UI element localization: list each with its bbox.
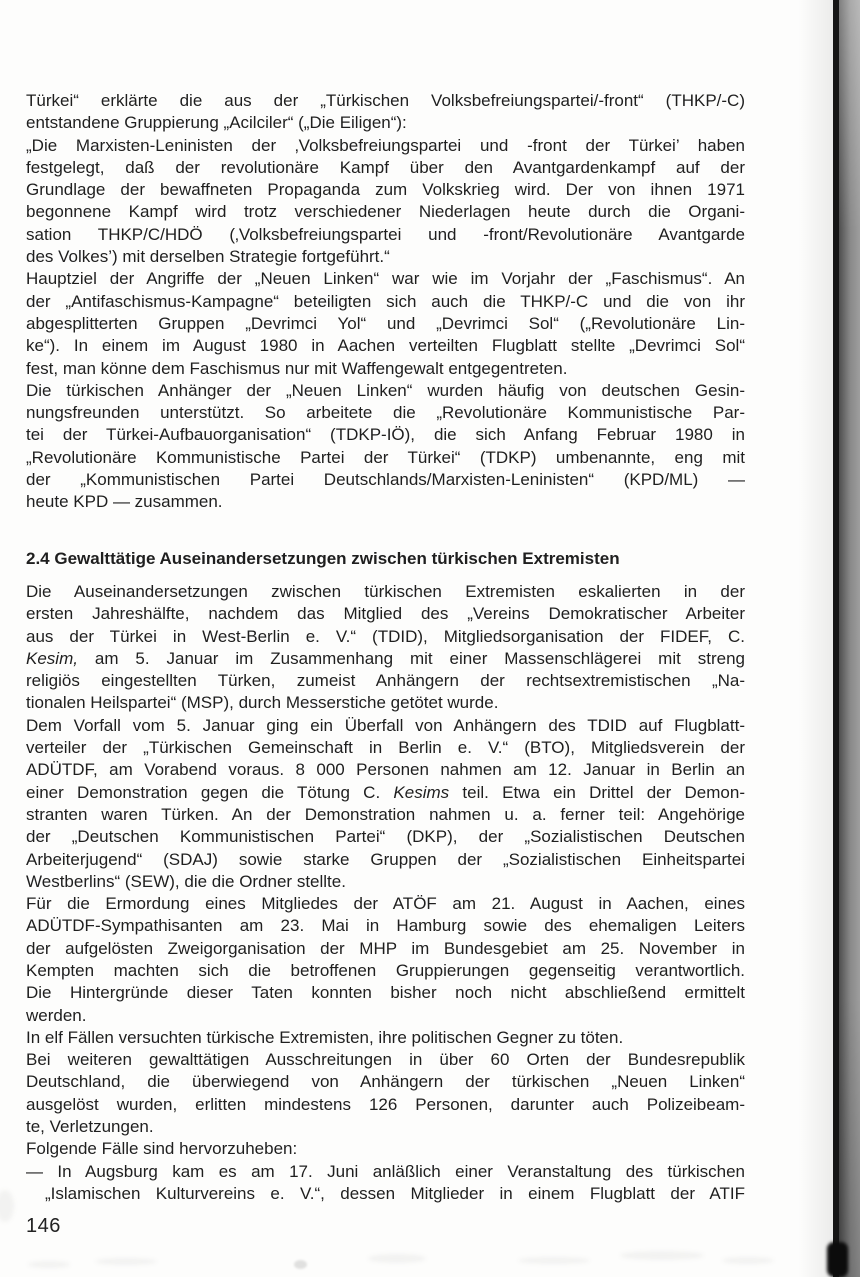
- text-segment: Türkei“ erklärte die aus der „Türkischen Volksbefreiungspartei/-front“ (THKP/-C): [26, 91, 745, 110]
- text-line: [26, 759, 745, 781]
- text-segment: Die Auseinandersetzungen zwischen türkischen Extremisten eskalierten in der: [26, 581, 745, 601]
- text-line: [26, 715, 745, 737]
- text-line: [26, 670, 745, 692]
- text-line: [26, 402, 745, 424]
- text-line: [26, 358, 745, 380]
- text-line: [26, 135, 745, 157]
- text-segment: der „Kommunistischen Partei Deutschlands/Marxisten-Leninisten“ (KPD/ML) —: [26, 470, 745, 490]
- text-segment: Die Hintergründe dieser Taten konnten bisher noch nicht abschließend ermittelt: [26, 983, 745, 1003]
- text-segment: Folgende Fälle sind hervorzuheben:: [26, 1139, 298, 1159]
- text-line: [26, 915, 745, 937]
- text-line: [26, 826, 745, 848]
- text-line: [26, 179, 745, 201]
- text-segment: Hauptziel der Angriffe der „Neuen Linken“ war wie im Vorjahr der „Faschismus“. An: [26, 269, 745, 289]
- text-line: [26, 1094, 745, 1116]
- text-line: [26, 246, 745, 268]
- text-line: [26, 447, 745, 469]
- italic-text: Kesims: [393, 782, 450, 802]
- para-demonstration-berlin: [26, 715, 745, 893]
- text-line: [26, 893, 745, 915]
- text-line: [26, 313, 745, 335]
- text-line: [26, 1005, 745, 1027]
- para-folgende-faelle: [26, 1138, 745, 1160]
- text-line: [26, 1049, 745, 1071]
- text-line: [26, 603, 745, 625]
- text-line: [26, 849, 745, 871]
- text-segment: Für die Ermordung eines Mitgliedes der ATÖF am 21. August in Aachen, eines: [26, 894, 745, 914]
- text-segment: Dem Vorfall vom 5. Januar ging ein Überfall von Anhängern des TDID auf Flugblatt-: [26, 715, 745, 735]
- text-line: [26, 112, 745, 134]
- text-segment: der „Deutschen Kommunistischen Partei“ (DKP), der „Sozialistischen Deutschen: [26, 827, 745, 847]
- italic-text: Kesim,: [26, 648, 78, 668]
- text-segment: begonnene Kampf wird trotz verschiedener Niederlagen heute durch die Organi-: [26, 202, 745, 222]
- text-segment: entstandene Gruppierung „Acilciler“ („Die Eiligen“):: [26, 113, 407, 133]
- text-segment: sation THKP/C/HDÖ (‚Volksbefreiungspartei und -front/Revolutionäre Avantgarde: [26, 224, 745, 244]
- text-segment: tei der Türkei-Aufbauorganisation“ (TDKP-IÖ), die sich Anfang Februar 1980 in: [26, 425, 745, 445]
- text-line: [26, 335, 745, 357]
- para-ausschreitungen: [26, 1049, 745, 1138]
- binding-shadow: [798, 0, 833, 1277]
- text-segment: festgelegt, daß der revolutionäre Kampf über den Avantgardenkampf auf der: [26, 157, 745, 177]
- text-line: [26, 782, 745, 804]
- text-segment: „Revolutionäre Kommunistische Partei der Türkei“ (TDKP) umbenannte, eng mit: [26, 447, 745, 467]
- text-line: [26, 1071, 745, 1093]
- text-segment: aus der Türkei in West-Berlin e. V.“ (TDID), Mitgliedsorganisation der FIDEF, C.: [26, 626, 745, 646]
- text-segment: der „Antifaschismus-Kampagne“ beteiligten sich auch die THKP/-C und die von ihr: [26, 291, 745, 311]
- para-kesim-toetung: [26, 581, 745, 715]
- text-segment: ersten Jahreshälfte, nachdem das Mitglied des „Vereins Demokratischer Arbeiter: [26, 604, 745, 624]
- text-segment: werden.: [26, 1005, 87, 1025]
- text-line: [26, 1116, 745, 1138]
- text-segment: „Die Marxisten-Leninisten der ‚Volksbefreiungspartei und -front der Türkei’ haben: [26, 135, 745, 155]
- scan-smudge: [620, 1251, 704, 1260]
- text-segment: einer Demonstration gegen die Tötung C.: [26, 782, 394, 802]
- text-line: [26, 804, 745, 826]
- text-line: [26, 157, 745, 179]
- text-line: [26, 469, 745, 491]
- text-segment: Die türkischen Anhänger der „Neuen Linken“ wurden häufig von deutschen Gesin-: [26, 380, 745, 400]
- page-text: [26, 90, 745, 1205]
- text-line: [26, 548, 745, 570]
- text-segment: teil. Etwa ein Drittel der Demon-: [449, 782, 745, 802]
- scan-smudge: [722, 1257, 774, 1264]
- para-ermordungen: [26, 893, 745, 1027]
- text-segment: abgesplitterten Gruppen „Devrimci Yol“ und „Devrimci Sol“ („Revolutionäre Lin-: [26, 313, 745, 333]
- text-line: [26, 737, 745, 759]
- text-line: [26, 424, 745, 446]
- scan-smudge: [0, 1190, 14, 1222]
- text-segment: Bei weiteren gewalttätigen Ausschreitungen in über 60 Orten der Bundesrepublik: [26, 1050, 745, 1070]
- text-line: [26, 581, 745, 603]
- text-segment: „Islamischen Kulturvereins e. V.“, dessen Mitglieder in einem Flugblatt der ATIF: [45, 1183, 745, 1203]
- text-line: [26, 380, 745, 402]
- scan-smudge: [28, 1261, 70, 1268]
- text-line: [26, 871, 745, 893]
- text-segment: Westberlins“ (SEW), die die Ordner stellte.: [26, 871, 346, 891]
- text-line: [26, 1138, 745, 1160]
- text-line: [26, 268, 745, 290]
- gutter-ink-blob: [827, 1242, 848, 1277]
- para-elf-faelle: [26, 1027, 745, 1049]
- text-line: [26, 1183, 745, 1205]
- text-line: [26, 1161, 745, 1183]
- scan-smudge: [518, 1257, 590, 1264]
- text-segment: nungsfreunden unterstützt. So arbeitete die „Revolutionäre Kommunistische Par-: [26, 403, 745, 423]
- text-segment: verteiler der „Türkischen Gemeinschaft in Berlin e. V.“ (BTO), Mitgliedsverein der: [26, 738, 745, 758]
- text-segment: te, Verletzungen.: [26, 1117, 154, 1137]
- para-antifaschismus: [26, 268, 745, 379]
- text-line: [26, 938, 745, 960]
- text-segment: heute KPD — zusammen.: [26, 492, 223, 512]
- text-line: [26, 291, 745, 313]
- para-gesinnungsfreunde: [26, 380, 745, 514]
- text-line: [26, 201, 745, 223]
- text-segment: des Volkes’) mit derselben Strategie fortgeführt.“: [26, 247, 390, 267]
- text-segment: fest, man könne dem Faschismus nur mit Waffengewalt entgegentreten.: [26, 358, 568, 378]
- text-segment: — In Augsburg kam es am 17. Juni anläßlich einer Veranstaltung des türkischen: [26, 1161, 745, 1181]
- text-segment: ADÜTDF-Sympathisanten am 23. Mai in Hamburg sowie des ehemaligen Leiters: [26, 916, 745, 936]
- page-number: 146: [26, 1215, 61, 1237]
- text-segment: In elf Fällen versuchten türkische Extremisten, ihre politischen Gegner zu töten.: [26, 1027, 624, 1047]
- text-line: [26, 626, 745, 648]
- text-segment: Deutschland, die überwiegend von Anhängern der türkischen „Neuen Linken“: [26, 1072, 745, 1092]
- book-gutter: [839, 0, 860, 1277]
- text-segment: tionalen Heilspartei“ (MSP), durch Messerstiche getötet wurde.: [26, 693, 499, 713]
- text-segment: ke“). In einem im August 1980 in Aachen verteilten Flugblatt stellte „Devrimci Sol“: [26, 336, 745, 356]
- scan-smudge: [294, 1260, 307, 1269]
- text-segment: religiös eingestellten Türken, zumeist Anhängern der rechtsextremistischen „Na-: [26, 671, 745, 691]
- text-line: [26, 224, 745, 246]
- text-line: [26, 90, 745, 112]
- text-segment: 2.4 Gewalttätige Auseinandersetzungen zwischen türkischen Extremisten: [26, 548, 620, 568]
- scan-smudge: [368, 1254, 426, 1263]
- text-line: [26, 1027, 745, 1049]
- scan-smudge: [95, 1258, 157, 1265]
- text-segment: Kempten machten sich die betroffenen Gruppierungen gegenseitig verantwortlich.: [26, 960, 745, 980]
- text-line: [26, 491, 745, 513]
- text-line: [26, 960, 745, 982]
- text-line: [26, 648, 745, 670]
- text-segment: Arbeiterjugend“ (SDAJ) sowie starke Gruppen der „Sozialistischen Einheitspartei: [26, 849, 745, 869]
- case-augsburg: [26, 1161, 745, 1206]
- text-segment: ADÜTDF, am Vorabend voraus. 8 000 Personen nahmen am 12. Januar in Berlin an: [26, 760, 745, 780]
- text-segment: am 5. Januar im Zusammenhang mit einer Massenschlägerei mit streng: [77, 648, 745, 668]
- text-segment: der aufgelösten Zweigorganisation der MHP im Bundesgebiet am 25. November in: [26, 938, 745, 958]
- text-segment: ausgelöst wurden, erlitten mindestens 126 Personen, darunter auch Polizeibeam-: [26, 1094, 745, 1114]
- para-acilciler: [26, 90, 745, 135]
- text-line: [26, 982, 745, 1004]
- text-segment: stranten waren Türken. An der Demonstration nahmen u. a. ferner teil: Angehörige: [26, 804, 745, 824]
- text-segment: Grundlage der bewaffneten Propaganda zum Volkskrieg wird. Der von ihnen 1971: [26, 180, 745, 200]
- para-quote-marxisten: [26, 135, 745, 269]
- text-line: [26, 692, 745, 714]
- section-2-4-heading: [26, 548, 745, 570]
